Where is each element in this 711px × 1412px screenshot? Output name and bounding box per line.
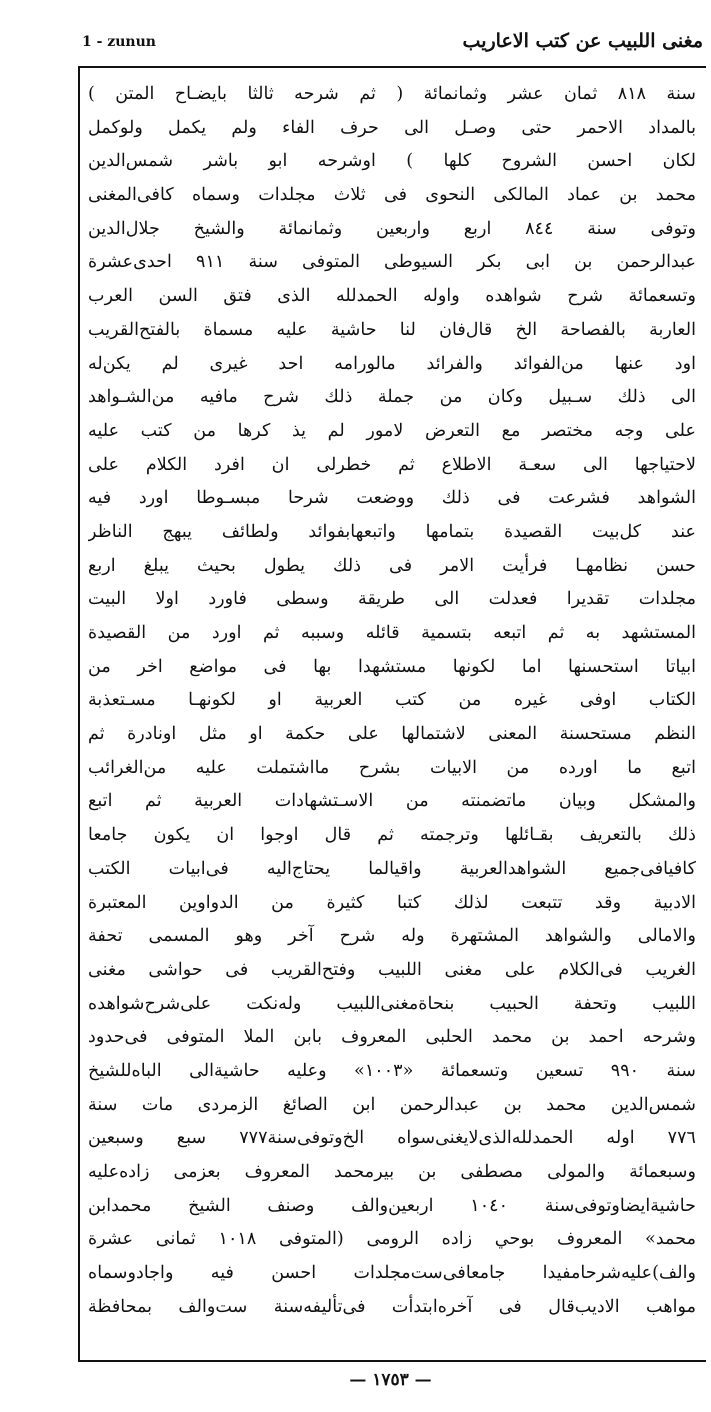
text-line: على وجه مختصر مع التعرض لامور لم يذ كرها من كتب عليه (88, 420, 696, 441)
text-line: شمس‌الدين محمد بن عبدالرحمن ابن الصائغ الزمردى مات سنة (88, 1094, 696, 1115)
text-line: الى ذلك سـبيل وكان من جملة ذلك شرح مافيه من‌الشـواهد (88, 387, 696, 408)
text-line: عبدالرحمن بن ابى بكر السيوطى المتوفى سنة ٩١١ احدى‌عشرة (88, 252, 696, 273)
text-line: بالمداد الاحمر حتى وصـل الى حرف الفاء ولم يكمل ولوكمل (88, 117, 696, 138)
body-text (88, 78, 696, 1324)
text-line: مواهب الاديب‌قال فى آخره‌ابتدأت فى‌تأليفه‌سنة ست‌والف بمحافظة (88, 1296, 696, 1317)
text-line: اتبع ما اورده من الابيات بشرح مااشتملت عليه من‌الغرائب (88, 757, 696, 778)
text-line: والامالى والشواهد المشتهرة وله شرح آخر وهو المسمى تحفة (88, 926, 696, 947)
text-line: لاحتياجها الى سعـة الاطلاع ثم خطرلى ان افرد الكلام على (88, 454, 696, 475)
text-line: العاربة بالفصاحة الخ قال‌فان لنا حاشية عليه مسماة بالفتح‌القريب (88, 319, 696, 340)
page-number: — ١٧٥٣ — (349, 1370, 432, 1390)
text-line: سنة ٨١٨ ثمان عشر وثمانمائة ( ثم شرحه ثالثا بايضـاح المتن ) (88, 84, 696, 104)
text-line: وتوفى سنة ٨٤٤ اربع واربعين وثمانمائة والشيخ جلال‌الدين (88, 218, 696, 239)
text-line: ابياتا استحسنها اما لكونها مستشهدا بها فى مواضع اخر من (88, 656, 696, 677)
top-border-rule (78, 66, 706, 68)
left-border-rule (78, 66, 80, 1360)
page-reference: 1 - zunun (82, 34, 156, 50)
text-line: سنة ٩٩٠ تسعين وتسعمائة «١٠٠٣» وعليه حاشية‌الى الباه‌للشيخ (88, 1060, 696, 1081)
text-line: وسبعمائة والمولى مصطفى بن بيرمحمد المعروف بعزمى زاده‌عليه (88, 1162, 696, 1182)
text-line: كافيافى‌جميع الشواهدالعربية واقيا‌لما يحتاج‌اليه فى‌ابيات الكتب (88, 858, 696, 879)
text-line: اود عنها من‌الفوائد والفرائد مالورامه احد غيرى لم يكن‌له (88, 353, 696, 374)
text-line: الشواهد فشرعت فى ذلك ووضعت شرحا مبسـوطا اورد فيه (88, 488, 696, 509)
text-line: محمد بن عماد المالكى النحوى فى ثلاث مجلدات وسماه كافى‌المغنى (88, 185, 696, 206)
text-line: الغريب فى‌الكلام على مغنى اللبيب وفتح‌القريب فى حواشى مغنى (88, 959, 696, 980)
text-line: ذلك بالتعريف بقـائلها وترجمته ثم قال اوجوا ان يكون جامعا (88, 825, 696, 846)
text-line: وشرحه احمد بن محمد الحلبى المعروف بابن الملا المتوفى فى‌حدود (88, 1027, 696, 1048)
text-line: وتسعمائة شرح شواهده واوله الحمدلله الذى فتق السن العرب (88, 286, 696, 307)
text-line: حسن نظامهـا فرأيت الامر فى ذلك يطول بحيث يبلغ اربع (88, 555, 696, 576)
text-line: حاشية‌ايضاوتوفى‌سنة ١٠٤٠ اربعين‌والف وصنف الشيخ محمدابن (88, 1195, 696, 1216)
text-line: الادبية وقد تتبعت لذلك كتبا كثيرة من الدواوين المعتبرة (88, 892, 696, 913)
text-line: عند كل‌بيت القصيدة بتمامها واتبعها‌بفوائد ولطائف يبهج الناظر (88, 521, 696, 542)
text-line: والمشكل وبيان ماتضمنته من الاسـتشهادات العربية ثم اتبع (88, 791, 696, 812)
text-line: ٧٧٦ اوله الحمدلله‌الذى‌لايغنى‌سواه الخ‌وتوفى‌سنة‌٧٧٧ سبع وسبعين (88, 1128, 696, 1149)
text-line: المستشهد به ثم اتبعه بتسمية قائله وسببه ثم اورد من القصيدة (88, 623, 696, 643)
page-header (70, 30, 711, 58)
text-line: والف)عليه‌شرحامفيدا جامعافى‌ست‌مجلدات احسن فيه واجادوسماه (88, 1263, 696, 1284)
text-line: مجلدات تقديرا فعدلت الى طريقة وسطى فاورد اولا البيت (88, 589, 696, 610)
text-line: لكان احسن الشروح كلها ) اوشرحه ابو باشر شمس‌الدين (88, 151, 696, 172)
running-title: مغنى اللبيب عن كتب الاعاريب (462, 30, 703, 52)
text-line: اللبيب وتحفة الحبيب بنحاة‌مغنى‌اللبيب وله‌نكت على‌شرح‌شواهده (88, 993, 696, 1014)
bottom-border-rule (78, 1360, 706, 1362)
text-line: محمد» المعروف بوحي زاده الرومى (المتوفى ١٠١٨ ثمانى عشرة (88, 1229, 696, 1250)
text-line: الكتاب اوفى غيره من كتب العربية او لكونهـا مسـتعذبة (88, 690, 696, 711)
text-line: النظم مستحسنة المعنى لاشتمالها على حكمة او مثل اونادرة ثم (88, 724, 696, 745)
